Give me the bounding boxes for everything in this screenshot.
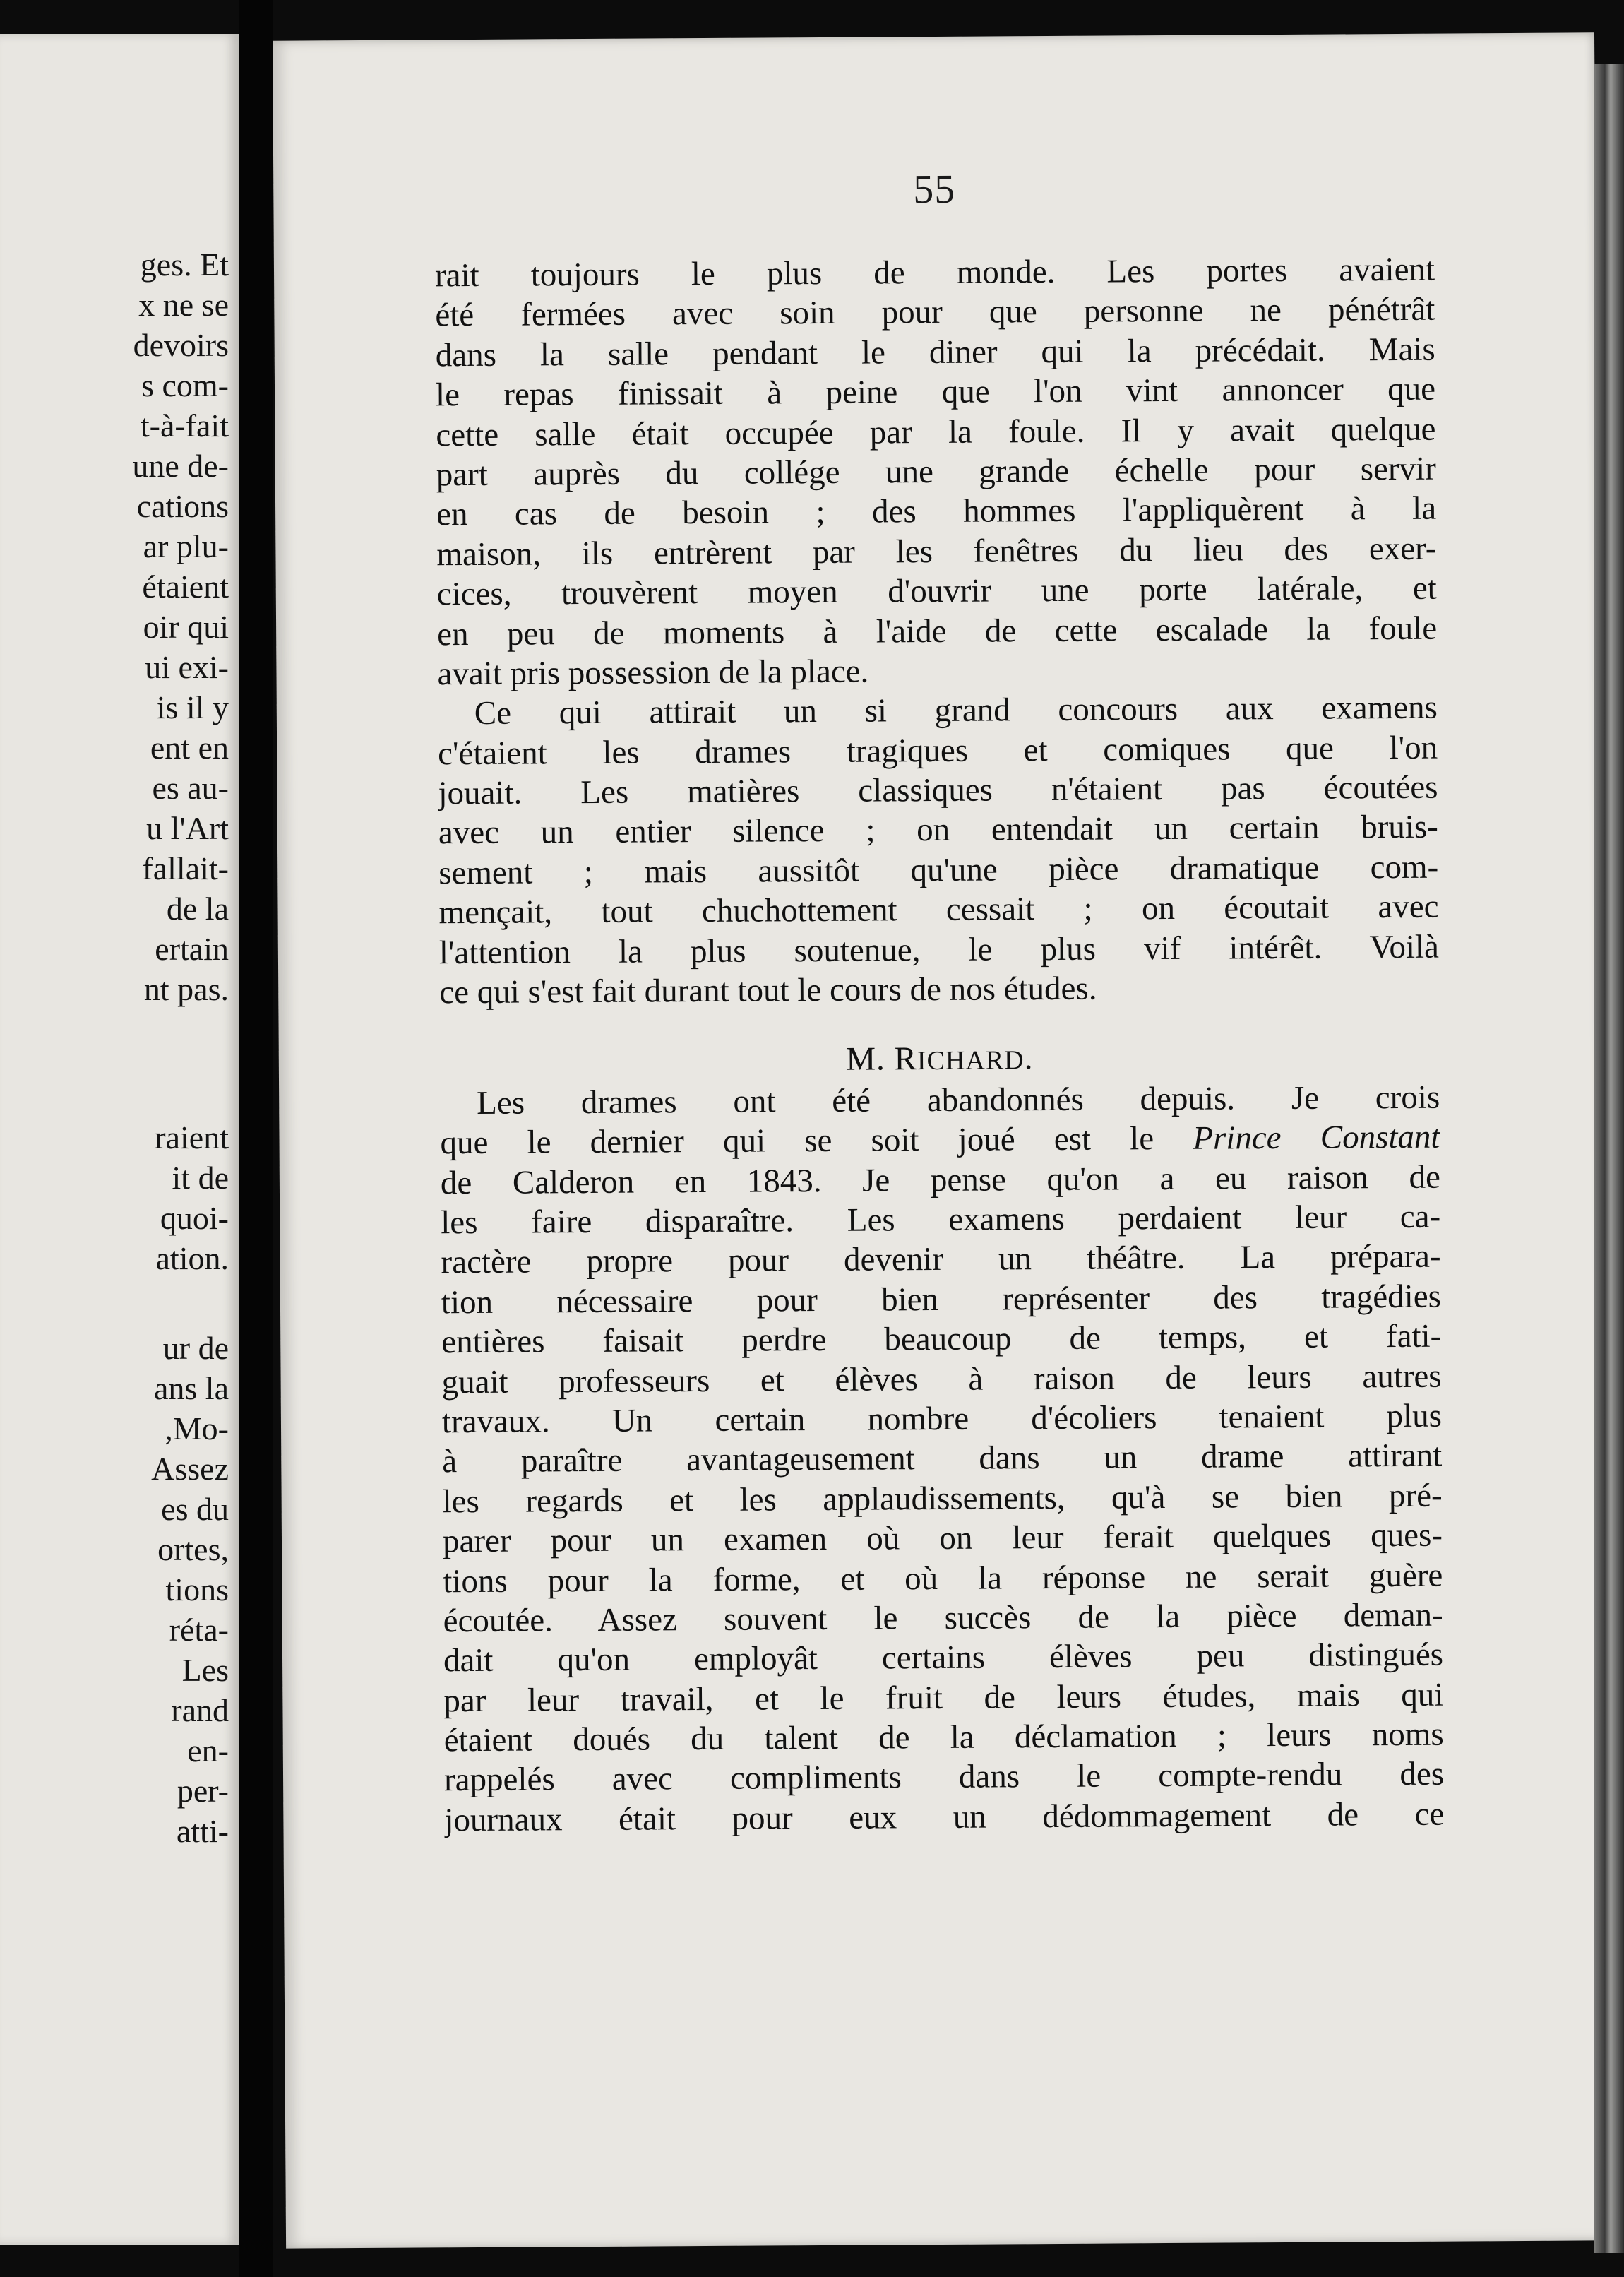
text-line: l'attention la plus soutenue, le plus vif intérêt. Voilà <box>438 928 1440 971</box>
left-page-line-fragment: ges. Et <box>140 246 229 283</box>
left-page-line-fragment: nt pas. <box>143 971 229 1007</box>
left-page-line-fragment: ation. <box>155 1240 229 1276</box>
text-line: sement ; mais aussitôt qu'une pièce dramatique com- <box>438 848 1439 892</box>
left-page-line-fragment: t-à-fait <box>140 408 229 444</box>
text-line: rappelés avec compliments dans le compte-rendu des <box>443 1756 1445 1799</box>
left-page-line-fragment: per- <box>177 1773 229 1809</box>
text-line: cette salle était occupée par la foule. Il y avait quelque <box>436 410 1436 453</box>
left-page-line-fragment: devoirs <box>133 327 229 363</box>
text-line: Ce qui attirait un si grand concours aux examens <box>474 689 1438 732</box>
text-line: jouait. Les matières classiques n'étaient pas écoutées <box>438 768 1438 812</box>
left-page-line-fragment: es au- <box>152 770 229 806</box>
left-page-line-fragment: tions <box>165 1571 229 1607</box>
left-page-line-fragment: s com- <box>141 367 229 403</box>
text-line: tions pour la forme, et où la réponse ne serait guère <box>443 1557 1443 1600</box>
paragraph-2 <box>438 688 1440 1013</box>
text-line: avait pris possession de la place. <box>437 653 869 693</box>
heading-small-caps: ICHARD <box>917 1045 1025 1076</box>
text-line: à paraître avantageusement dans un drame attirant <box>442 1437 1443 1480</box>
text-line: guait professeurs et élèves à raison de leurs autres <box>441 1357 1442 1401</box>
left-page-line-fragment: en- <box>187 1732 229 1768</box>
text-line: ractère propre pour devenir un théâtre. La prépara- <box>441 1238 1441 1281</box>
text-line: ce qui s'est fait durant tout le cours de nos études. <box>439 970 1097 1011</box>
text-line: travaux. Un certain nombre d'écoliers tenaient plus <box>441 1397 1443 1441</box>
left-page-line-fragment: quoi- <box>160 1200 229 1236</box>
left-page-line-fragment: étaient <box>142 569 229 605</box>
left-page-line-fragment: es du <box>161 1491 229 1527</box>
left-page-line-fragment: ent en <box>150 730 229 766</box>
text-line: les faire disparaître. Les examens perdaient leur ca- <box>441 1198 1441 1242</box>
text-line: étaient doués du talent de la déclamation ; leurs noms <box>443 1716 1444 1759</box>
text-line: par leur travail, et le fruit de leurs études, mais qui <box>443 1676 1444 1719</box>
text-line: avec un entier silence ; on entendait un certain bruis- <box>438 809 1439 852</box>
heading-prefix: M. R <box>846 1040 918 1078</box>
left-page-line-fragment: Les <box>181 1652 229 1688</box>
left-page-line-fragment: it de <box>172 1160 229 1196</box>
left-page-line-fragment: is il y <box>156 689 229 725</box>
text-line: le repas finissait à peine que l'on vint annoncer que <box>435 370 1436 414</box>
left-page-line-fragment: ertain <box>155 931 229 967</box>
text-line-with-title <box>440 1117 1440 1163</box>
left-page-line-fragment: cations <box>136 488 229 524</box>
text-line: rait toujours le plus de monde. Les portes avaient <box>434 251 1435 295</box>
text-line: mençait, tout chuchottement cessait ; on écoutait avec <box>438 888 1439 932</box>
section-heading <box>440 1036 1440 1082</box>
left-page-line-fragment: ur de <box>162 1330 229 1366</box>
left-page-line-fragment: oir qui <box>143 609 229 645</box>
text-line: entières faisait perdre beaucoup de temps, et fati- <box>441 1317 1442 1361</box>
heading-suffix: . <box>1024 1040 1034 1077</box>
paragraph-3 <box>440 1077 1445 1840</box>
left-page-line-fragment: u l'Art <box>146 810 229 846</box>
text-line: de Calderon en 1843. Je pense qu'on a eu raison de <box>440 1158 1441 1201</box>
left-page-fragment <box>0 34 239 2245</box>
text-run: que le dernier qui se soit joué est le <box>440 1119 1193 1162</box>
page-body-text <box>435 250 1445 1841</box>
italic-work-title: Prince Constant <box>1193 1118 1440 1157</box>
text-line: dans la salle pendant le diner qui la précédait. Mais <box>435 331 1435 374</box>
left-page-line-fragment: réta- <box>169 1612 229 1648</box>
left-page-line-fragment: ar plu- <box>143 528 229 564</box>
text-line: les regards et les applaudissements, qu'à se bien pré- <box>442 1477 1443 1521</box>
right-page <box>273 32 1608 2248</box>
left-page-line-fragment: Assez <box>151 1451 229 1487</box>
left-page-line-fragment: fallait- <box>142 850 229 886</box>
text-line: en cas de besoin ; des hommes l'appliquèrent à la <box>436 490 1437 533</box>
left-page-line-fragment: x ne se <box>138 287 229 323</box>
page-edge-stack <box>1594 64 1624 2253</box>
text-line: en peu de moments à l'aide de cette escalade la foule <box>436 610 1438 653</box>
left-page-line-fragment: de la <box>166 891 229 927</box>
paragraph-3-lines <box>441 1157 1445 1840</box>
left-page-line-fragment: ans la <box>153 1370 229 1406</box>
text-line: journaux était pour eux un dédommagement de ce <box>444 1795 1445 1839</box>
text-line: écoutée. Assez souvent le succès de la pièce deman- <box>443 1596 1443 1640</box>
page-number: 55 <box>913 165 956 213</box>
text-line: tion nécessaire pour bien représenter des tragédies <box>441 1278 1442 1321</box>
left-page-line-fragment: atti- <box>176 1813 229 1849</box>
left-page-line-fragment: rand <box>171 1692 229 1728</box>
text-line: dait qu'on employât certains élèves peu distingués <box>443 1636 1444 1679</box>
left-page-line-fragment: ,Mo- <box>165 1410 229 1446</box>
text-line: maison, ils entrèrent par les fenêtres du lieu des exer- <box>436 530 1437 573</box>
text-line: c'étaient les drames tragiques et comiques que l'on <box>438 729 1438 772</box>
left-page-line-fragment: ortes, <box>157 1531 229 1567</box>
text-line: été fermées avec soin pour que personne ne pénétrât <box>435 291 1435 334</box>
paragraph-1 <box>435 250 1438 694</box>
text-line: cices, trouvèrent moyen d'ouvrir une porte latérale, et <box>436 569 1437 613</box>
book-gutter <box>239 0 273 2277</box>
text-line: part auprès du collége une grande échelle pour servir <box>436 450 1436 494</box>
left-page-line-fragment: ui exi- <box>145 649 229 685</box>
text-line: Les drames ont été abandonnés depuis. Je crois <box>477 1078 1440 1122</box>
left-page-line-fragment: raient <box>155 1119 229 1155</box>
text-line: parer pour un examen où on leur ferait quelques ques- <box>442 1516 1443 1560</box>
left-page-line-fragment: une de- <box>132 448 229 484</box>
